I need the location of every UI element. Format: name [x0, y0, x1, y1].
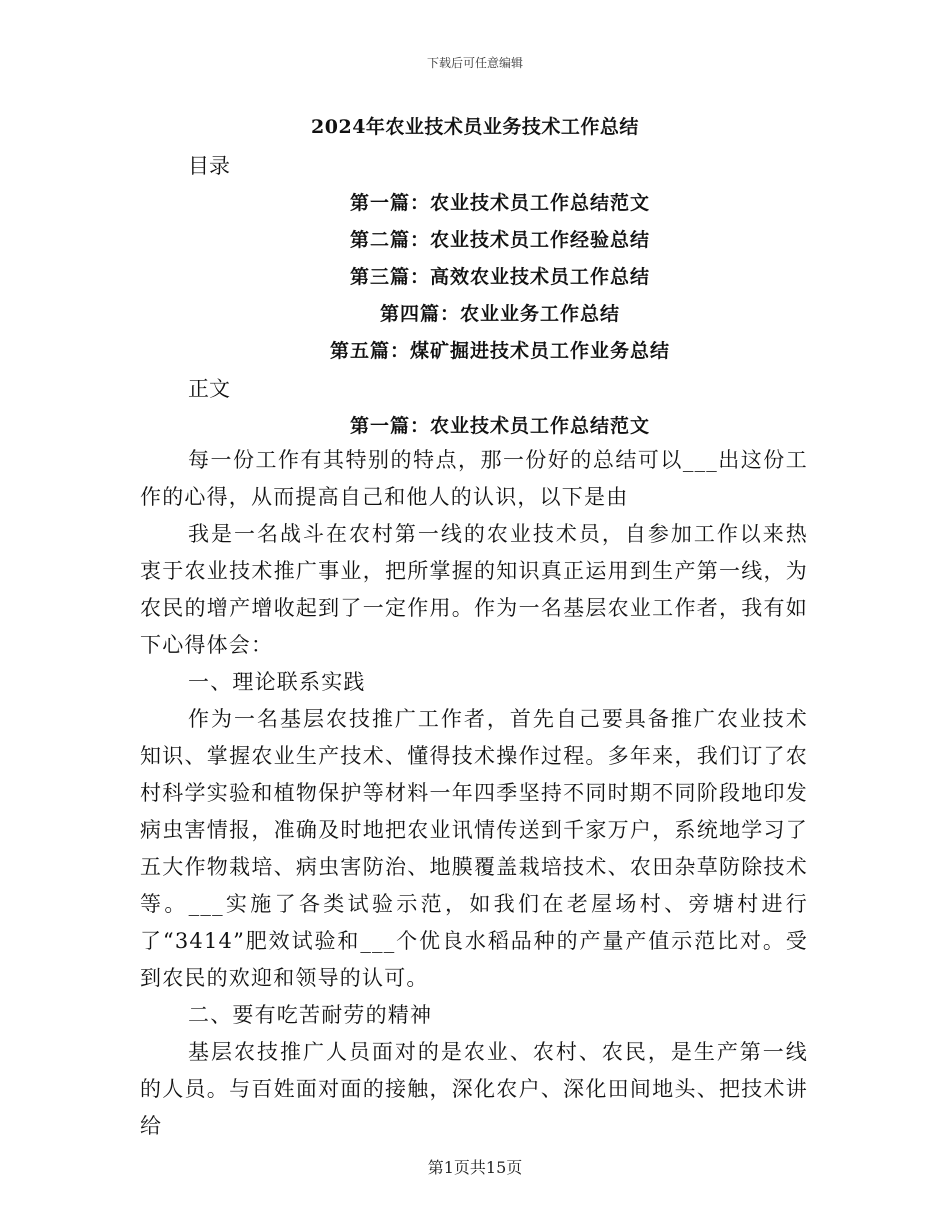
- document-title: 2024年农业技术员业务技术工作总结: [311, 116, 639, 138]
- toc-item-5: 第五篇：煤矿掘进技术员工作业务总结: [329, 340, 670, 362]
- paragraph: 我是一名战斗在农村第一线的农业技术员，自参加工作以来热衷于农业技术推广事业，把所掌握的知识真正运用到生产第一线，为农民的增产增收起到了一定作用。作为一名基层农业工作者，我有如下心得体会：: [140, 522, 808, 657]
- toc-item-3: 第三篇：高效农业技术员工作总结: [349, 266, 650, 288]
- toc-item-2: 第二篇：农业技术员工作经验总结: [349, 229, 650, 251]
- paragraph: 基层农技推广人员面对的是农业、农村、农民，是生产第一线的人员。与百姓面对面的接触，深化农户、深化田间地头、把技术讲给: [140, 1040, 808, 1138]
- toc-item-4: 第四篇：农业业务工作总结: [379, 303, 620, 325]
- toc-item-1: 第一篇：农业技术员工作总结范文: [349, 192, 650, 214]
- toc-label: 目录: [188, 154, 230, 178]
- header-note: 下载后可任意编辑: [426, 56, 523, 70]
- section-title: 第一篇：农业技术员工作总结范文: [349, 415, 650, 437]
- section-heading: 二、要有吃苦耐劳的精神: [188, 1003, 433, 1027]
- body-text: [140, 442, 808, 1145]
- paragraph: 每一份工作有其特别的特点，那一份好的总结可以___出这份工作的心得，从而提高自己和他人的认识，以下是由: [140, 448, 808, 509]
- section-heading: 一、理论联系实践: [188, 670, 366, 694]
- body-label: 正文: [188, 377, 230, 401]
- page-footer: 第1页共15页: [427, 1158, 523, 1177]
- paragraph: 作为一名基层农技推广工作者，首先自己要具备推广农业技术知识、掌握农业生产技术、懂得技术操作过程。多年来，我们订了农村科学实验和植物保护等材料一年四季坚持不同时期不同阶段地印发病虫害情报，准确及时地把农业讯情传送到千家万户，系统地学习了五大作物栽培、病虫害防治、地膜覆盖栽培技术、农田杂草防除技术等。___实施了各类试验示范，如我们在老屋场村、旁塘村进行了“3414”肥效试验和___个优良水稻品种的产量产值示范比对。受到农民的欢迎和领导的认可。: [140, 707, 808, 990]
